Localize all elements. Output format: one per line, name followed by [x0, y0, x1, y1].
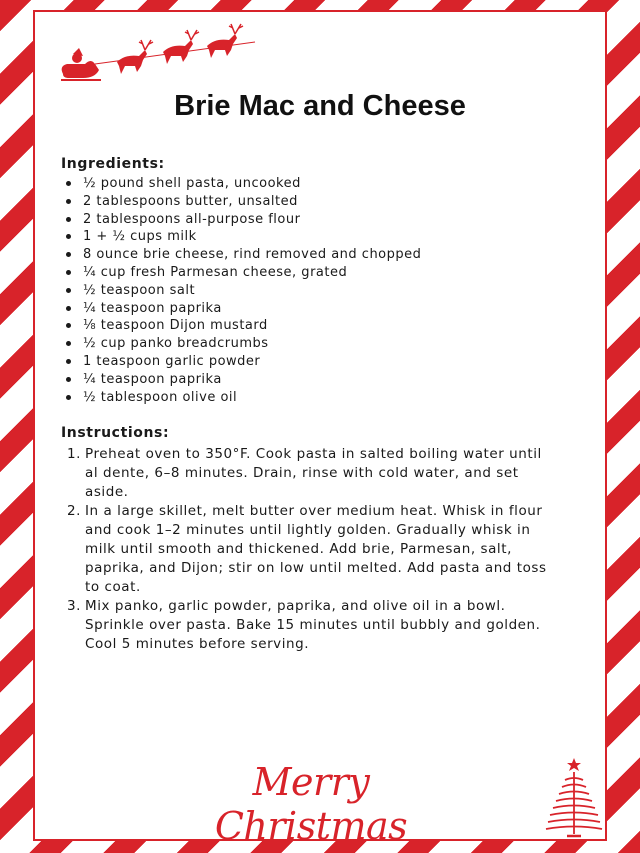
bullet-icon	[66, 395, 71, 400]
ingredient-text: ¼ teaspoon paprika	[83, 371, 222, 387]
bullet-icon	[66, 270, 71, 275]
step-text: Preheat oven to 350°F. Cook pasta in salted boiling water until al dente, 6–8 minutes. Drain, rinse with cold water, and set aside.	[85, 446, 542, 500]
instruction-step	[61, 445, 551, 502]
step-text: In a large skillet, melt butter over medium heat. Whisk in flour and cook 1–2 minutes until lightly golden. Gradually whisk in milk until smooth and thickened. Add brie, Parmesan, salt, paprika, and Dijon; stir on low until melted. Add pasta and toss to coat.	[85, 503, 547, 595]
bullet-icon	[66, 288, 71, 293]
step-text: Mix panko, garlic powder, paprika, and olive oil in a bowl. Sprinkle over pasta. Bake 15 minutes until bubbly and golden. Cool 5 minutes before serving.	[85, 598, 541, 652]
bullet-icon	[66, 217, 71, 222]
step-number: 1.	[67, 446, 81, 462]
instruction-step	[61, 597, 551, 654]
ingredient-text: ½ teaspoon salt	[83, 282, 196, 298]
recipe-card	[33, 10, 607, 848]
list-item	[61, 246, 581, 264]
bullet-icon	[66, 306, 71, 311]
list-item	[61, 211, 581, 229]
ingredients-heading: Ingredients:	[61, 156, 165, 172]
list-item	[61, 282, 581, 300]
list-item	[61, 389, 581, 407]
instructions-list	[61, 445, 551, 654]
recipe-title: Brie Mac and Cheese	[174, 90, 466, 122]
list-item	[61, 300, 581, 318]
ingredients-list	[61, 175, 581, 406]
ingredient-text: 1 + ½ cups milk	[83, 229, 197, 245]
list-item	[61, 193, 581, 211]
step-number: 3.	[67, 598, 81, 614]
bullet-icon	[66, 359, 71, 364]
bullet-icon	[66, 199, 71, 204]
christmas-tree-icon	[543, 754, 605, 840]
ingredient-text: ½ tablespoon olive oil	[83, 389, 238, 405]
ingredient-text: ¼ teaspoon paprika	[83, 300, 222, 316]
ingredient-text: 8 ounce brie cheese, rind removed and chopped	[83, 247, 422, 263]
bullet-icon	[66, 377, 71, 382]
bullet-icon	[66, 234, 71, 239]
ingredient-text: ¼ cup fresh Parmesan cheese, grated	[83, 264, 348, 280]
ingredient-text: 2 tablespoons butter, unsalted	[83, 193, 298, 209]
ingredient-text: ½ pound shell pasta, uncooked	[83, 176, 301, 191]
list-item	[61, 335, 581, 353]
ingredient-text: 1 teaspoon garlic powder	[83, 353, 261, 369]
instructions-heading: Instructions:	[61, 425, 170, 441]
ingredient-text: ⅛ teaspoon Dijon mustard	[83, 318, 268, 334]
merry-christmas-greeting: Merry Christmas	[214, 760, 408, 848]
list-item	[61, 175, 581, 193]
bullet-icon	[66, 252, 71, 257]
list-item	[61, 317, 581, 335]
bullet-icon	[66, 341, 71, 346]
bullet-icon	[66, 181, 71, 186]
bullet-icon	[66, 323, 71, 328]
step-number: 2.	[67, 503, 81, 519]
ingredient-text: ½ cup panko breadcrumbs	[83, 336, 269, 352]
list-item	[61, 353, 581, 371]
instruction-step	[61, 502, 551, 597]
santa-sleigh-icon	[55, 18, 275, 88]
list-item	[61, 264, 581, 282]
list-item	[61, 228, 581, 246]
ingredient-text: 2 tablespoons all-purpose flour	[83, 211, 301, 227]
list-item	[61, 371, 581, 389]
